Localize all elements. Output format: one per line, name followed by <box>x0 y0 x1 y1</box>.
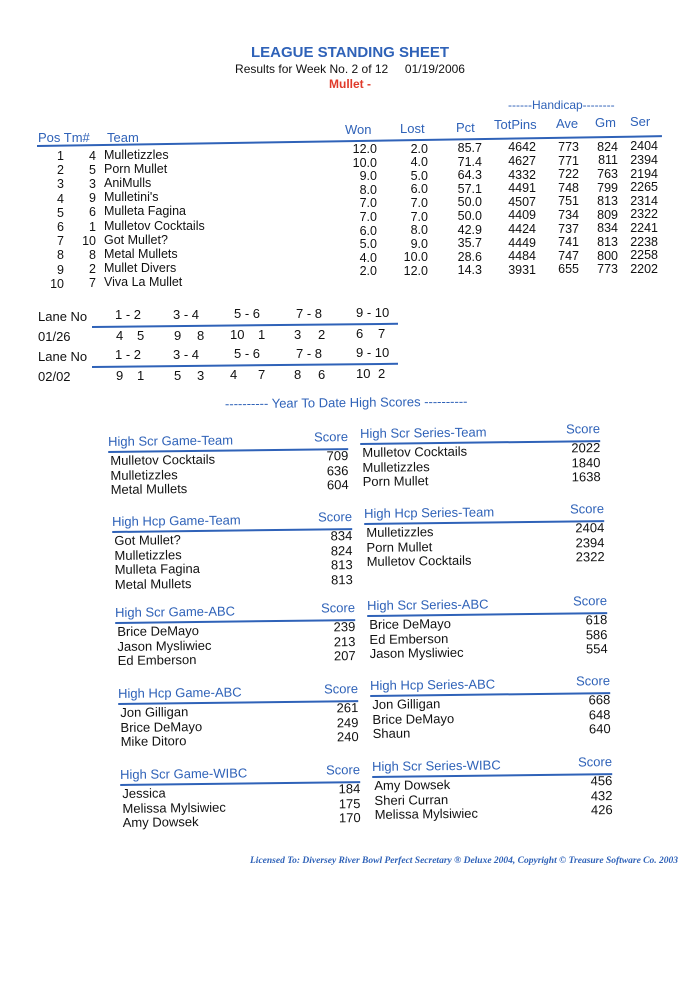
ytd-entry-name: Ed Emberson <box>117 652 197 668</box>
ytd-score-header: Score <box>325 762 361 778</box>
row-tm: 3 <box>89 176 96 191</box>
ytd-entry-score: 1638 <box>571 469 601 485</box>
ytd-block-title: High Scr Game-WIBC <box>120 765 248 782</box>
row-gm: 824 <box>597 139 618 154</box>
row-lost: 4.0 <box>410 155 428 170</box>
row-pct: 28.6 <box>457 249 482 264</box>
row-gm: 800 <box>597 248 618 263</box>
row-team: Mulletov Cocktails <box>104 218 205 233</box>
row-pct: 42.9 <box>457 222 482 237</box>
row-pos: 2 <box>57 163 64 178</box>
ytd-entry-name: Brice DeMayo <box>120 718 203 735</box>
row-team: Got Mullet? <box>104 232 168 247</box>
lane-team-b: 1 <box>258 327 266 343</box>
row-pos: 10 <box>50 276 64 291</box>
ytd-entry-score: 834 <box>330 528 353 544</box>
row-lost: 5.0 <box>410 168 428 183</box>
ytd-entry-name: Brice DeMayo <box>117 622 200 639</box>
row-tm: 1 <box>89 219 96 234</box>
lane-team-a: 9 <box>174 327 182 343</box>
row-totpins: 4332 <box>508 167 536 182</box>
row-won: 6.0 <box>359 223 377 238</box>
ytd-block <box>367 595 610 678</box>
row-totpins: 4449 <box>508 235 536 250</box>
row-totpins: 4507 <box>508 194 536 209</box>
row-team: Metal Mullets <box>104 246 178 261</box>
row-ave: 747 <box>558 248 579 263</box>
row-ser: 2241 <box>630 221 658 235</box>
ytd-entry-name: Brice DeMayo <box>369 615 452 632</box>
lane-team-b: 2 <box>318 326 326 342</box>
col-team: Team <box>107 130 139 145</box>
ytd-score-header: Score <box>569 501 605 517</box>
row-team: AniMulls <box>104 175 152 190</box>
lane-team-a: 4 <box>116 328 124 343</box>
ytd-entry-score: 618 <box>585 612 608 628</box>
row-ser: 2258 <box>630 248 658 263</box>
row-ser: 2394 <box>630 153 658 167</box>
ytd-entry-name: Jon Gilligan <box>120 704 189 720</box>
ytd-block-title: High Hcp Game-Team <box>112 512 241 529</box>
ytd-score-header: Score <box>572 593 608 609</box>
lane-week-date: 01/26 <box>38 329 71 344</box>
row-ave: 722 <box>558 167 579 182</box>
row-ser: 2265 <box>630 180 658 195</box>
row-ave: 741 <box>558 235 579 250</box>
row-totpins: 4424 <box>508 222 536 236</box>
lane-team-a: 8 <box>294 366 302 382</box>
row-team: Mulletini's <box>104 190 159 205</box>
ytd-block-title: High Scr Series-Team <box>360 424 487 441</box>
ytd-entry-score: 824 <box>330 542 353 558</box>
ytd-entry-name: Mulletov Cocktails <box>366 552 472 569</box>
ytd-score-header: Score <box>313 429 349 445</box>
lane-pair: 9 - 10 <box>356 305 390 321</box>
row-pos: 1 <box>57 149 64 163</box>
row-lost: 8.0 <box>410 223 428 238</box>
row-ave: 748 <box>558 180 579 195</box>
ytd-score-header: Score <box>577 754 613 770</box>
row-gm: 809 <box>597 207 618 222</box>
ytd-entry-score: 239 <box>333 619 356 635</box>
col-ser: Ser <box>630 114 651 129</box>
lane-pair: 7 - 8 <box>296 305 323 321</box>
ytd-entry-name: Jason Mysliwiec <box>369 644 464 661</box>
row-pct: 14.3 <box>457 263 482 278</box>
ytd-entry-name: Mulletizzles <box>114 546 182 563</box>
row-gm: 813 <box>597 194 618 209</box>
ytd-entry-score: 586 <box>585 626 608 642</box>
row-team: Mulletizzles <box>104 147 169 162</box>
row-won: 7.0 <box>359 196 377 211</box>
ytd-entry-name: Melissa Mylsiwiec <box>374 805 479 822</box>
lane-team-b: 5 <box>137 328 145 343</box>
row-tm: 9 <box>89 191 96 206</box>
ytd-entry-score: 813 <box>331 571 353 587</box>
ytd-block <box>372 756 615 839</box>
ytd-entry-name: Mulleta Fagina <box>114 560 201 577</box>
row-won: 7.0 <box>359 210 377 224</box>
row-tm: 5 <box>89 162 96 177</box>
lane-team-b: 1 <box>137 368 145 383</box>
row-lost: 9.0 <box>410 236 428 251</box>
ytd-entry-name: Jon Gilligan <box>372 696 441 712</box>
row-ser: 2404 <box>630 139 658 154</box>
ytd-entry-score: 175 <box>338 795 361 811</box>
lane-pair: 1 - 2 <box>115 347 142 362</box>
row-ser: 2238 <box>630 234 658 249</box>
col-totpins: TotPins <box>494 117 537 132</box>
ytd-block-title: High Scr Game-ABC <box>115 603 236 620</box>
row-team: Viva La Mullet <box>104 275 183 290</box>
row-totpins: 4642 <box>508 140 536 155</box>
row-gm: 811 <box>598 153 618 168</box>
row-totpins: 4627 <box>508 154 536 168</box>
row-ser: 2322 <box>630 207 658 222</box>
ytd-entry-score: 432 <box>590 787 613 803</box>
row-tm: 7 <box>89 276 96 291</box>
ytd-entry-name: Mulletizzles <box>362 458 430 475</box>
lane-no-label: Lane No <box>38 349 88 364</box>
ytd-entry-score: 184 <box>338 781 361 797</box>
ytd-entry-score: 1840 <box>571 454 601 470</box>
row-pos: 9 <box>57 262 64 277</box>
lane-team-b: 7 <box>378 326 386 342</box>
ytd-entry-score: 170 <box>338 810 361 826</box>
lane-team-b: 3 <box>197 367 205 383</box>
report-date: 01/19/2006 <box>404 62 465 76</box>
row-ser: 2314 <box>630 193 658 208</box>
page-title: LEAGUE STANDING SHEET <box>250 44 450 61</box>
ytd-entry-score: 213 <box>333 633 356 649</box>
row-gm: 813 <box>597 234 618 249</box>
ytd-entry-name: Metal Mullets <box>114 575 192 592</box>
ytd-entry-name: Mulletizzles <box>366 524 434 540</box>
row-pos: 4 <box>57 191 64 206</box>
row-ave: 737 <box>558 221 579 236</box>
ytd-entry-score: 261 <box>336 700 359 716</box>
lane-team-b: 6 <box>318 366 326 382</box>
ytd-entry-score: 554 <box>585 641 608 657</box>
ytd-block <box>120 764 363 847</box>
row-pct: 35.7 <box>457 236 482 251</box>
row-pos: 6 <box>57 220 64 234</box>
row-pct: 85.7 <box>457 141 482 155</box>
row-ave: 655 <box>558 262 579 277</box>
lane-pair: 3 - 4 <box>173 346 200 362</box>
row-won: 5.0 <box>359 237 377 252</box>
ytd-block <box>370 675 613 758</box>
ytd-entry-score: 456 <box>590 773 613 789</box>
ytd-entry-name: Jessica <box>122 785 166 801</box>
lane-team-a: 10 <box>230 327 245 343</box>
row-lost: 2.0 <box>410 141 428 156</box>
row-lost: 10.0 <box>403 250 428 265</box>
ytd-entry-score: 668 <box>588 692 611 708</box>
ytd-block <box>108 431 351 514</box>
ytd-block <box>364 503 607 586</box>
ytd-entry-name: Amy Dowsek <box>374 777 451 793</box>
results-week-line <box>0 62 700 76</box>
ytd-score-header: Score <box>575 673 611 689</box>
ytd-entry-score: 2322 <box>575 549 605 565</box>
ytd-block <box>360 423 603 506</box>
lane-team-b: 2 <box>378 366 386 382</box>
ytd-entry-score: 648 <box>588 706 611 722</box>
row-pos: 7 <box>57 234 64 249</box>
lane-team-a: 4 <box>230 367 238 383</box>
lane-team-a: 6 <box>356 326 364 342</box>
ytd-entry-score: 640 <box>588 721 611 737</box>
ytd-entry-score: 249 <box>336 714 359 730</box>
ytd-entry-score: 636 <box>326 462 349 478</box>
row-won: 9.0 <box>359 169 377 184</box>
col-pct: Pct <box>456 120 475 135</box>
row-ave: 771 <box>558 153 579 168</box>
row-totpins: 3931 <box>508 262 536 277</box>
ytd-score-header: Score <box>323 681 359 697</box>
row-tm: 4 <box>89 148 96 163</box>
lane-team-a: 10 <box>356 366 371 382</box>
ytd-block <box>112 511 355 594</box>
ytd-entry-name: Mulletov Cocktails <box>362 443 468 460</box>
row-lost: 7.0 <box>410 195 428 210</box>
lane-week-date: 02/02 <box>38 369 71 384</box>
row-lost: 6.0 <box>410 182 428 197</box>
ytd-block <box>118 683 361 766</box>
row-pct: 57.1 <box>457 181 482 196</box>
col-gm: Gm <box>595 115 616 130</box>
row-tm: 10 <box>82 233 96 248</box>
row-team: Mullet Divers <box>104 261 177 276</box>
ytd-entry-score: 813 <box>330 557 353 573</box>
ytd-entry-score: 2394 <box>575 534 605 550</box>
col-lost: Lost <box>400 121 425 136</box>
ytd-entry-score: 604 <box>326 477 349 493</box>
ytd-block-title: High Scr Game-Team <box>108 432 234 449</box>
ytd-block <box>115 602 358 685</box>
ytd-entry-name: Mulletizzles <box>110 466 178 483</box>
ytd-entry-name: Melissa Mylsiwiec <box>122 799 226 816</box>
ytd-entry-score: 2022 <box>571 440 601 456</box>
lane-team-b: 7 <box>258 367 266 383</box>
ytd-block-title: High Hcp Game-ABC <box>118 684 242 701</box>
ytd-entry-name: Porn Mullet <box>366 538 433 555</box>
ytd-entry-score: 207 <box>333 648 356 664</box>
ytd-entry-name: Ed Emberson <box>369 630 449 647</box>
handicap-label: ------Handicap-------- <box>508 98 615 112</box>
ytd-title: ---------- Year To Date High Scores ---------- <box>224 393 468 412</box>
row-won: 2.0 <box>359 264 377 279</box>
row-pct: 50.0 <box>457 195 482 210</box>
row-totpins: 4491 <box>508 181 536 196</box>
row-pos: 3 <box>57 177 64 192</box>
ytd-block-title: High Scr Series-WIBC <box>372 757 501 774</box>
ytd-score-header: Score <box>565 421 601 437</box>
lane-team-b: 8 <box>197 327 205 343</box>
lane-no-label: Lane No <box>38 309 88 324</box>
ytd-entry-name: Sheri Curran <box>374 791 449 808</box>
lane-pair: 3 - 4 <box>173 306 200 322</box>
row-gm: 834 <box>597 221 618 236</box>
ytd-entry-name: Porn Mullet <box>362 473 429 489</box>
row-totpins: 4484 <box>508 249 536 264</box>
row-pct: 64.3 <box>457 168 482 183</box>
row-tm: 2 <box>89 262 96 277</box>
lane-team-a: 9 <box>116 368 124 383</box>
row-gm: 799 <box>597 180 618 195</box>
ytd-entry-score: 709 <box>326 448 349 464</box>
row-won: 10.0 <box>352 155 377 170</box>
league-name: Mullet - <box>329 77 371 91</box>
row-tm: 8 <box>89 247 96 262</box>
row-pos: 5 <box>57 205 64 220</box>
row-ave: 773 <box>558 140 579 154</box>
ytd-block-title: High Hcp Series-ABC <box>370 676 496 693</box>
row-lost: 7.0 <box>410 209 428 224</box>
ytd-block-title: High Scr Series-ABC <box>367 596 489 613</box>
ytd-entry-name: Brice DeMayo <box>372 710 455 727</box>
col-pos-tm: Pos Tm# <box>38 130 90 145</box>
lane-pair: 9 - 10 <box>356 345 390 361</box>
ytd-block-title: High Hcp Series-Team <box>364 504 495 521</box>
row-pct: 50.0 <box>457 209 482 223</box>
row-ave: 751 <box>558 194 579 209</box>
ytd-entry-name: Got Mullet? <box>114 532 181 548</box>
row-lost: 12.0 <box>403 263 428 278</box>
row-won: 8.0 <box>359 182 377 197</box>
ytd-entry-score: 426 <box>590 802 613 818</box>
row-team: Porn Mullet <box>104 161 168 176</box>
ytd-entry-name: Mulletov Cocktails <box>110 451 216 468</box>
ytd-entry-score: 240 <box>336 729 359 745</box>
ytd-entry-name: Jason Mysliwiec <box>117 637 212 654</box>
ytd-entry-name: Amy Dowsek <box>122 814 199 830</box>
col-won: Won <box>345 122 372 137</box>
lane-pair: 7 - 8 <box>296 345 323 361</box>
row-pos: 8 <box>57 248 64 263</box>
lane-pair: 1 - 2 <box>115 307 142 322</box>
row-ser: 2202 <box>630 261 658 276</box>
lane-team-a: 5 <box>174 367 182 383</box>
ytd-score-header: Score <box>320 600 356 616</box>
row-won: 4.0 <box>359 250 377 265</box>
ytd-entry-name: Shaun <box>372 725 411 741</box>
results-label: Results for Week No. 2 of 12 <box>235 62 389 76</box>
ytd-entry-score: 2404 <box>575 520 605 536</box>
row-gm: 773 <box>597 262 618 277</box>
lane-pair: 5 - 6 <box>234 346 261 362</box>
col-ave: Ave <box>556 116 579 131</box>
row-won: 12.0 <box>352 142 377 156</box>
row-ser: 2194 <box>630 166 658 181</box>
lane-team-a: 3 <box>294 326 302 342</box>
ytd-entry-name: Mike Ditoro <box>120 733 187 749</box>
row-team: Mulleta Fagina <box>104 204 186 219</box>
ytd-entry-name: Metal Mullets <box>110 481 188 497</box>
row-totpins: 4409 <box>508 208 536 223</box>
row-tm: 6 <box>89 205 96 220</box>
row-gm: 763 <box>597 166 618 181</box>
ytd-score-header: Score <box>317 509 353 525</box>
license-footer: Licensed To: Diversey River Bowl Perfect Secretary ® Deluxe 2004, Copyright © Treasure Software Co. 2003 <box>250 856 679 866</box>
lane-pair: 5 - 6 <box>234 306 261 322</box>
row-ave: 734 <box>558 208 579 222</box>
row-pct: 71.4 <box>457 154 482 169</box>
